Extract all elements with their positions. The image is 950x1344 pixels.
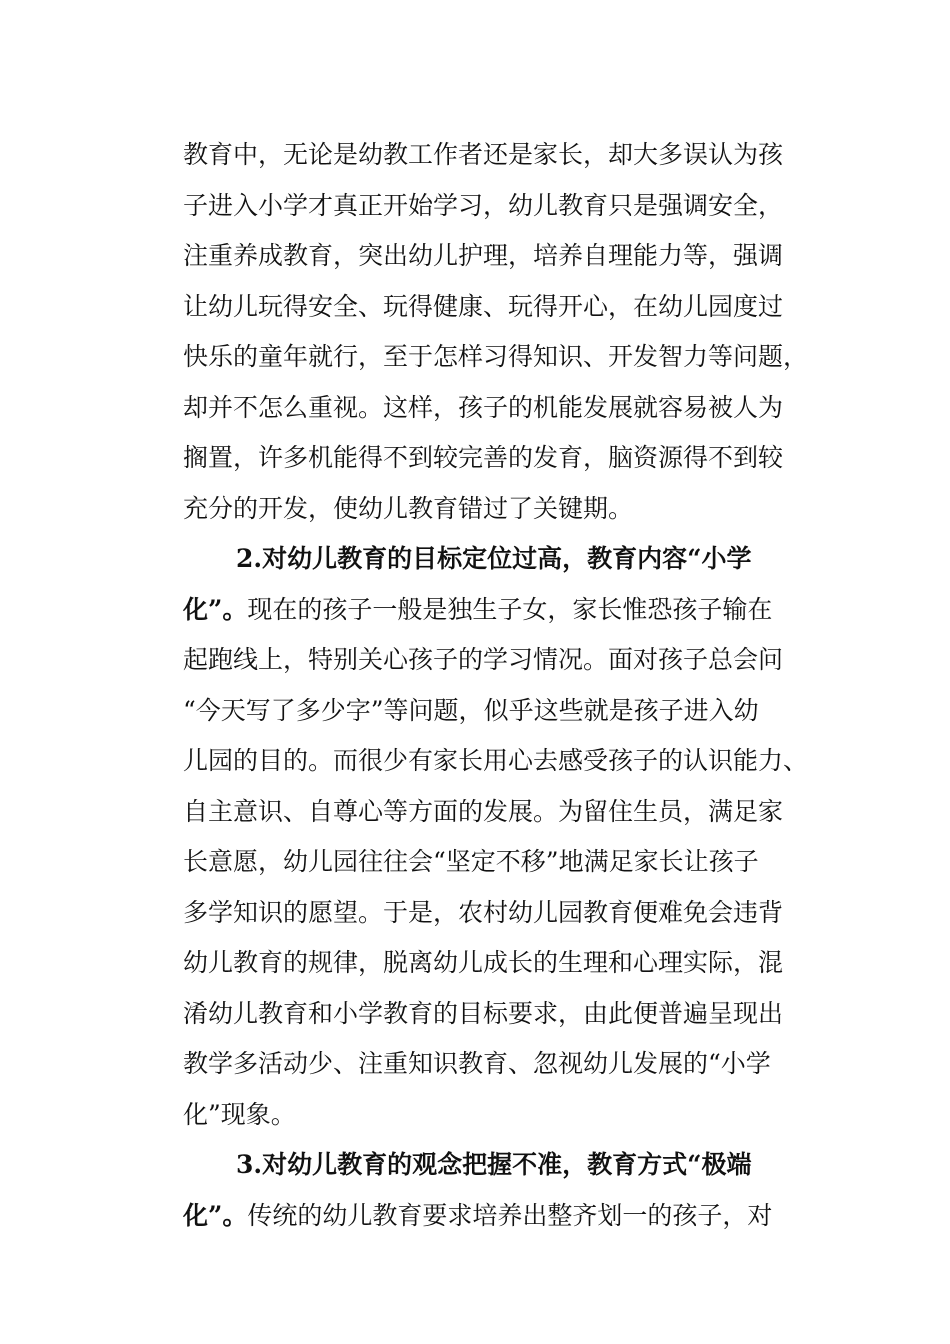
text-line: 子进入小学才真正开始学习，幼儿教育只是强调安全， bbox=[183, 190, 784, 220]
paragraph-1 bbox=[183, 130, 823, 534]
document-body bbox=[183, 130, 823, 1241]
text-line bbox=[183, 1191, 823, 1242]
text-line: 让幼儿玩得安全、玩得健康、玩得开心，在幼儿园度过 bbox=[183, 291, 784, 321]
text-line: 长意愿，幼儿园往往会“坚定不移”地满足家长让孩子 bbox=[183, 847, 759, 876]
text-line: 多学知识的愿望。于是，农村幼儿园教育便难免会违背 bbox=[183, 897, 784, 927]
section-3 bbox=[183, 1140, 823, 1241]
section-3-heading-end: 化”。 bbox=[183, 1200, 248, 1230]
text-line: 教学多活动少、注重知识教育、忽视幼儿发展的“小学 bbox=[183, 1049, 771, 1078]
text-line bbox=[183, 585, 823, 636]
section-2-heading: 2.对幼儿教育的目标定位过高，教育内容“小学 bbox=[236, 544, 752, 573]
text-line: 充分的开发，使幼儿教育错过了关键期。 bbox=[183, 493, 634, 523]
section-2-line-start: 现在的孩子一般是独生子女，家长惟恐孩子输在 bbox=[247, 594, 773, 624]
text-line: 儿园的目的。而很少有家长用心去感受孩子的认识能力、 bbox=[183, 746, 809, 775]
section-3-heading: 3.对幼儿教育的观念把握不准，教育方式“极端 bbox=[236, 1150, 752, 1179]
text-line: 却并不怎么重视。这样，孩子的机能发展就容易被人为 bbox=[183, 392, 784, 422]
text-line: 化”现象。 bbox=[183, 1099, 296, 1129]
text-line: “今天写了多少字”等问题，似乎这些就是孩子进入幼 bbox=[183, 695, 759, 725]
section-2 bbox=[183, 534, 823, 1140]
text-line: 教育中，无论是幼教工作者还是家长，却大多误认为孩 bbox=[183, 140, 784, 169]
text-line: 起跑线上，特别关心孩子的学习情况。面对孩子总会问 bbox=[183, 645, 784, 674]
text-line: 快乐的童年就行，至于怎样习得知识、开发智力等问题， bbox=[183, 342, 809, 371]
text-line: 淆幼儿教育和小学教育的目标要求，由此便普遍呈现出 bbox=[183, 998, 784, 1028]
text-line: 幼儿教育的规律，脱离幼儿成长的生理和心理实际，混 bbox=[183, 948, 784, 977]
section-3-line-start: 传统的幼儿教育要求培养出整齐划一的孩子，对 bbox=[247, 1200, 773, 1230]
text-line: 注重养成教育，突出幼儿护理，培养自理能力等，强调 bbox=[183, 241, 784, 270]
text-line: 搁置，许多机能得不到较完善的发育，脑资源得不到较 bbox=[183, 443, 784, 472]
section-2-heading-end: 化”。 bbox=[183, 594, 248, 624]
text-line: 自主意识、自尊心等方面的发展。为留住生员，满足家 bbox=[183, 796, 784, 826]
